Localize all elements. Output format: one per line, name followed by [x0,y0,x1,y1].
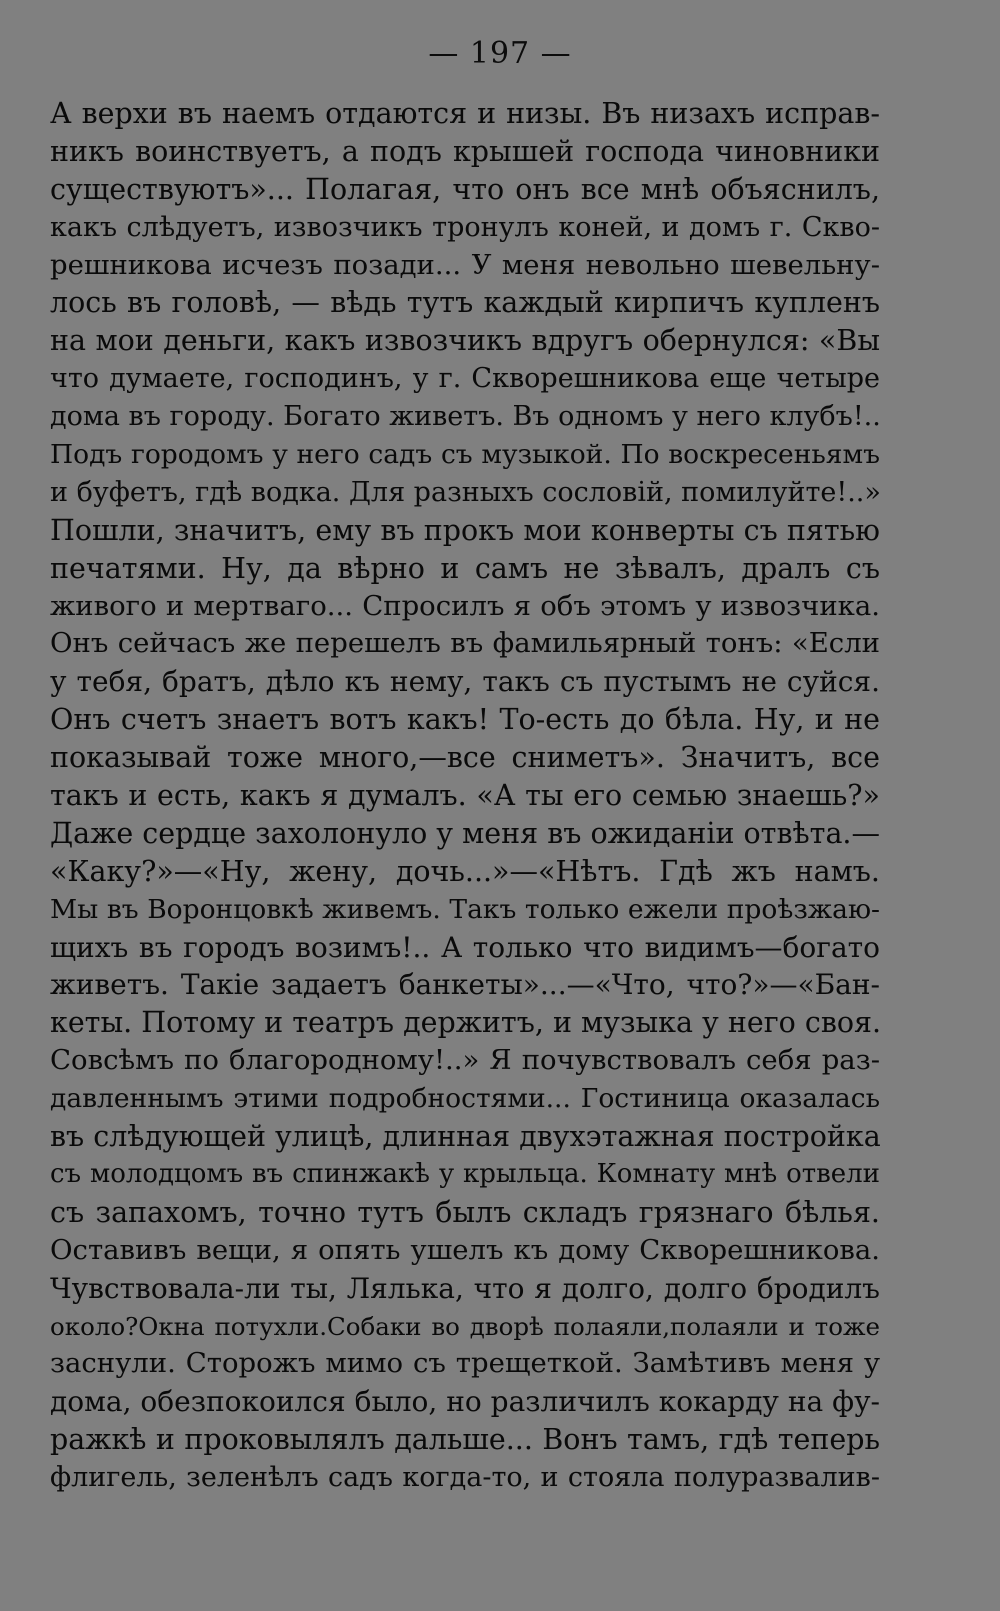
text-line: Чувствовала-ли ты, Лялька, что я долго, долго бродилъ [50,1271,880,1305]
text-line: печатями. Ну, да вѣрно и самъ не зѣвалъ, дралъ съ [50,551,880,585]
text-line: Онъ сейчасъ же перешелъ въ фамильярный тонъ: «Если [50,627,880,660]
text-line: показывай тоже много,—все сниметъ». Значитъ, все [50,741,880,775]
text-line: никъ воинствуетъ, а подъ крышей господа чиновники [50,134,880,168]
text-line: въ слѣдующей улицѣ, длинная двухэтажная постройка [50,1120,881,1154]
text-line: щихъ въ городъ возимъ!.. А только что видимъ—богато [50,930,880,964]
text-line: дома, обезпокоился было, но различилъ кокарду на фу- [50,1385,880,1419]
text-line: живого и мертваго... Спросилъ я объ этомъ у извозчика. [50,589,880,622]
page-number: — 197 — [428,36,572,71]
text-line: А верхи въ наемъ отдаются и низы. Въ низахъ исправ- [50,97,880,130]
text-line: такъ и есть, какъ я думалъ. «А ты его семью знаешь?» [50,779,880,813]
text-line: ражкѣ и проковылялъ дальше... Вонъ тамъ, гдѣ теперь [50,1423,880,1457]
text-line: живетъ. Такіе задаетъ банкеты»...—«Что, что?»—«Бан- [50,968,880,1002]
text-line: и буфетъ, гдѣ водка. Для разныхъ сословій, помилуйте!..» [50,476,881,508]
text-line: что думаете, господинъ, у г. Скворешникова еще четыре [50,363,880,395]
text-line: у тебя, братъ, дѣло къ нему, такъ съ пустымъ не суйся. [50,665,880,699]
text-line: решникова исчезъ позади... У меня невольно шевельну- [50,248,880,281]
text-line: Оставивъ вещи, я опять ушелъ къ дому Скворешникова. [50,1233,880,1266]
text-line: съ молодцомъ въ спинжакѣ у крыльца. Комнату мнѣ отвели [50,1158,880,1189]
text-line: Пошли, значитъ, ему въ прокъ мои конверты съ пятью [50,513,880,547]
body-text [50,95,880,1497]
text-line: «Каку?»—«Ну, жену, дочь...»—«Нѣтъ. Гдѣ жъ намъ. [50,854,880,888]
text-line: около?Окна потухли.Собаки во дворѣ полаяли,полаяли и тоже [50,1311,880,1341]
text-line: давленнымъ этими подробностями... Гостиница оказалась [50,1083,880,1115]
text-line: на мои деньги, какъ извозчикъ вдругъ обернулся: «Вы [50,324,880,358]
text-line: заснули. Сторожъ мимо съ трещеткой. Замѣтивъ меня у [50,1347,880,1380]
text-line: Даже сердце захолонуло у меня въ ожиданіи отвѣта.— [50,816,880,850]
text-line: Онъ счетъ знаетъ вотъ какъ! То-есть до бѣла. Ну, и не [50,703,880,737]
text-line: Совсѣмъ по благородному!..» Я почувствовалъ себя раз- [50,1044,880,1077]
text-line: существуютъ»... Полагая, что онъ все мнѣ объяснилъ, [50,172,880,206]
text-line: дома въ городу. Богато живетъ. Въ одномъ у него клубъ!.. [50,401,881,433]
text-line: кеты. Потому и театръ держитъ, и музыка у него своя. [50,1006,882,1040]
text-line: какъ слѣдуетъ, извозчикъ тронулъ коней, и домъ г. Скво- [50,211,880,243]
text-line: флигель, зеленѣлъ садъ когда-то, и стояла полуразвалив- [50,1462,880,1494]
text-line: Мы въ Воронцовкѣ живемъ. Такъ только ежели проѣзжаю- [50,893,880,925]
text-line: съ запахомъ, точно тутъ былъ складъ грязнаго бѣлья. [50,1195,880,1229]
text-line: Подъ городомъ у него садъ съ музыкой. По воскресеньямъ [50,439,880,471]
text-line: лось въ головѣ, — вѣдь тутъ каждый кирпичъ купленъ [50,286,880,320]
